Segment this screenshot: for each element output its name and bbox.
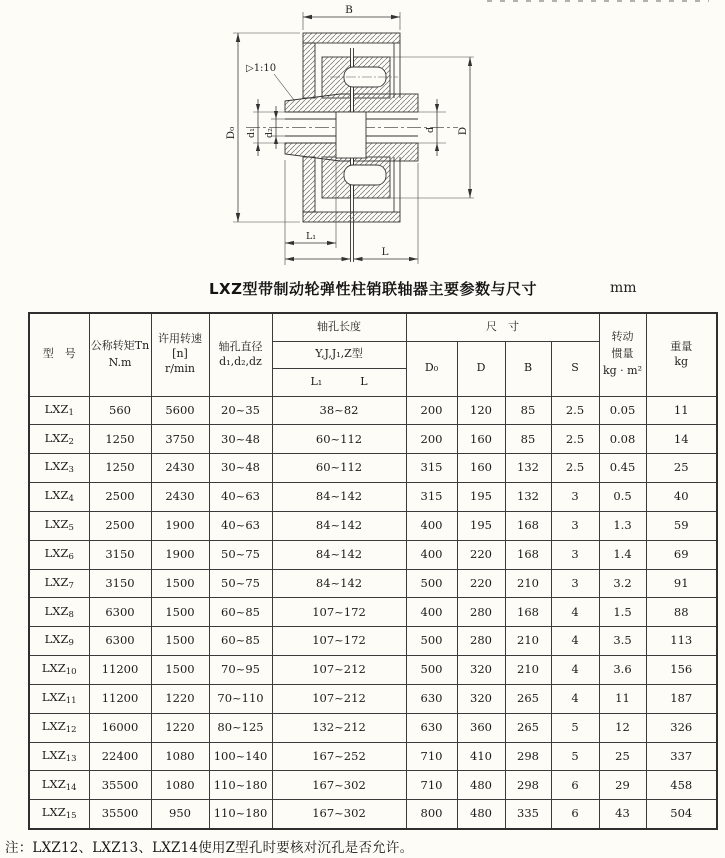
value-cell: 40 [646, 483, 717, 512]
value-cell: 107~172 [272, 598, 406, 627]
value-cell: 60~85 [209, 598, 272, 627]
value-cell: 168 [505, 511, 551, 540]
value-cell: 210 [505, 656, 551, 685]
value-cell: 3 [551, 569, 599, 598]
value-cell: 120 [457, 396, 505, 425]
value-cell: 360 [457, 713, 505, 742]
value-cell: 35500 [89, 771, 151, 800]
value-cell: 59 [646, 511, 717, 540]
table-row [29, 656, 717, 685]
model-cell: $LXZ_{15}$ [29, 800, 89, 829]
table-row [29, 425, 717, 454]
value-cell: 14 [646, 425, 717, 454]
model-cell: $LXZ_{10}$ [29, 656, 89, 685]
value-cell: 80~125 [209, 713, 272, 742]
value-cell: 210 [505, 569, 551, 598]
coupling-section-drawing [0, 0, 725, 274]
value-cell: 85 [505, 425, 551, 454]
value-cell: 11 [646, 396, 717, 425]
value-cell: 11 [599, 684, 646, 713]
model-cell: $LXZ_4$ [29, 483, 89, 512]
value-cell: 210 [505, 627, 551, 656]
value-cell: 60~112 [272, 454, 406, 483]
value-cell: 265 [505, 684, 551, 713]
table-body [29, 396, 717, 829]
value-cell: 710 [406, 771, 457, 800]
value-cell: 1220 [151, 684, 209, 713]
value-cell: 480 [457, 800, 505, 829]
value-cell: 3 [551, 540, 599, 569]
value-cell: 710 [406, 742, 457, 771]
value-cell: 0.05 [599, 396, 646, 425]
value-cell: 3150 [89, 569, 151, 598]
header-torque-line1: 公称转矩Tn [90, 338, 150, 352]
model-cell: $LXZ_{14}$ [29, 771, 89, 800]
table-row [29, 627, 717, 656]
value-cell: 950 [151, 800, 209, 829]
dim-label-d: d [425, 126, 436, 134]
value-cell: 132 [505, 483, 551, 512]
value-cell: 220 [457, 540, 505, 569]
value-cell: 800 [406, 800, 457, 829]
value-cell: 6300 [89, 627, 151, 656]
value-cell: 167~252 [272, 742, 406, 771]
table-row [29, 713, 717, 742]
value-cell: 160 [457, 425, 505, 454]
value-cell: 265 [505, 713, 551, 742]
value-cell: 1.3 [599, 511, 646, 540]
value-cell: 3750 [151, 425, 209, 454]
model-cell: $LXZ_1$ [29, 396, 89, 425]
header-weight-line1: 重量 [670, 339, 693, 353]
header-weight-line2: kg [674, 354, 689, 368]
header-l1-label: L₁ [310, 374, 323, 388]
value-cell: 100~140 [209, 742, 272, 771]
value-cell: 298 [505, 771, 551, 800]
value-cell: 168 [505, 540, 551, 569]
value-cell: 2.5 [551, 396, 599, 425]
header-speed-line2: [n] [172, 347, 188, 361]
value-cell: 335 [505, 800, 551, 829]
value-cell: 69 [646, 540, 717, 569]
table-row [29, 684, 717, 713]
model-cell: $LXZ_{11}$ [29, 684, 89, 713]
model-cell: $LXZ_2$ [29, 425, 89, 454]
value-cell: 1500 [151, 598, 209, 627]
header-speed [151, 313, 209, 396]
footnote: 注：LXZ12、LXZ13、LXZ14使用Z型孔时要核对沉孔是否允许。 [5, 840, 414, 856]
value-cell: 30~48 [209, 425, 272, 454]
value-cell: 70~95 [209, 656, 272, 685]
value-cell: 6 [551, 800, 599, 829]
model-cell: $LXZ_8$ [29, 598, 89, 627]
value-cell: 400 [406, 540, 457, 569]
parameters-table [28, 312, 718, 830]
value-cell: 88 [646, 598, 717, 627]
header-l1-l [272, 368, 406, 396]
value-cell: 50~75 [209, 540, 272, 569]
table-row [29, 742, 717, 771]
value-cell: 30~48 [209, 454, 272, 483]
value-cell: 3 [551, 483, 599, 512]
value-cell: 84~142 [272, 569, 406, 598]
value-cell: 2.5 [551, 425, 599, 454]
value-cell: 12 [599, 713, 646, 742]
value-cell: 220 [457, 569, 505, 598]
taper-leader-line [274, 74, 294, 100]
value-cell: 315 [406, 454, 457, 483]
dim-label-d2: d₂ [264, 128, 275, 138]
value-cell: 85 [505, 396, 551, 425]
value-cell: 113 [646, 627, 717, 656]
header-bore-length: 轴孔长度 [272, 313, 406, 341]
header-torque-line2: N.m [108, 355, 132, 369]
table-row [29, 454, 717, 483]
value-cell: 1900 [151, 511, 209, 540]
value-cell: 20~35 [209, 396, 272, 425]
value-cell: 280 [457, 627, 505, 656]
value-cell: 195 [457, 483, 505, 512]
value-cell: 2.5 [551, 454, 599, 483]
value-cell: 1900 [151, 540, 209, 569]
value-cell: 167~302 [272, 800, 406, 829]
value-cell: 1080 [151, 771, 209, 800]
model-cell: $LXZ_3$ [29, 454, 89, 483]
value-cell: 29 [599, 771, 646, 800]
header-speed-line1: 许用转速 [158, 332, 202, 346]
header-l-label: L [360, 374, 368, 388]
header-dimensions: 尺 寸 [406, 313, 599, 341]
value-cell: 11200 [89, 656, 151, 685]
value-cell: 400 [406, 511, 457, 540]
value-cell: 1250 [89, 454, 151, 483]
model-cell: $LXZ_7$ [29, 569, 89, 598]
model-cell: $LXZ_9$ [29, 627, 89, 656]
value-cell: 25 [599, 742, 646, 771]
value-cell: 4 [551, 684, 599, 713]
value-cell: 4 [551, 627, 599, 656]
value-cell: 0.08 [599, 425, 646, 454]
table-row [29, 771, 717, 800]
value-cell: 70~110 [209, 684, 272, 713]
value-cell: 110~180 [209, 800, 272, 829]
header-inertia-line1: 转动 [611, 330, 634, 344]
value-cell: 60~112 [272, 425, 406, 454]
value-cell: 337 [646, 742, 717, 771]
dim-label-d1: d₁ [246, 128, 257, 138]
page-title: LXZ型带制动轮弹性柱销联轴器主要参数与尺寸 [208, 280, 537, 298]
header-torque [89, 313, 151, 396]
value-cell: 84~142 [272, 483, 406, 512]
value-cell: 280 [457, 598, 505, 627]
value-cell: 2430 [151, 483, 209, 512]
header-inertia-line2: 惯量 [611, 347, 634, 361]
header-inertia-line3: kg · m² [602, 364, 643, 378]
value-cell: 2430 [151, 454, 209, 483]
value-cell: 320 [457, 656, 505, 685]
value-cell: 630 [406, 713, 457, 742]
header-bore-diameter [209, 313, 272, 396]
header-bore-line2: d₁,d₂,dz [219, 354, 262, 368]
value-cell: 1250 [89, 425, 151, 454]
value-cell: 3 [551, 511, 599, 540]
value-cell: 1220 [151, 713, 209, 742]
value-cell: 1500 [151, 627, 209, 656]
value-cell: 3.6 [599, 656, 646, 685]
value-cell: 500 [406, 627, 457, 656]
value-cell: 107~212 [272, 684, 406, 713]
value-cell: 298 [505, 742, 551, 771]
value-cell: 25 [646, 454, 717, 483]
value-cell: 200 [406, 425, 457, 454]
value-cell: 1500 [151, 569, 209, 598]
value-cell: 480 [457, 771, 505, 800]
dim-label-l: L [381, 246, 389, 258]
value-cell: 60~85 [209, 627, 272, 656]
value-cell: 43 [599, 800, 646, 829]
value-cell: 500 [406, 656, 457, 685]
value-cell: 40~63 [209, 483, 272, 512]
table-row [29, 540, 717, 569]
value-cell: 3150 [89, 540, 151, 569]
header-dim-d0: D₀ [406, 341, 457, 396]
value-cell: 168 [505, 598, 551, 627]
model-cell: $LXZ_{12}$ [29, 713, 89, 742]
value-cell: 11200 [89, 684, 151, 713]
value-cell: 167~302 [272, 771, 406, 800]
model-cell: $LXZ_6$ [29, 540, 89, 569]
value-cell: 410 [457, 742, 505, 771]
header-model: 型 号 [29, 313, 89, 396]
value-cell: 2500 [89, 511, 151, 540]
value-cell: 6 [551, 771, 599, 800]
value-cell: 1.4 [599, 540, 646, 569]
value-cell: 156 [646, 656, 717, 685]
value-cell: 0.45 [599, 454, 646, 483]
value-cell: 22400 [89, 742, 151, 771]
table-row [29, 396, 717, 425]
table-row [29, 511, 717, 540]
value-cell: 315 [406, 483, 457, 512]
header-dim-b: B [505, 341, 551, 396]
header-bore-line1: 轴孔直径 [218, 339, 263, 353]
value-cell: 326 [646, 713, 717, 742]
model-cell: $LXZ_5$ [29, 511, 89, 540]
value-cell: 1080 [151, 742, 209, 771]
value-cell: 560 [89, 396, 151, 425]
value-cell: 0.5 [599, 483, 646, 512]
value-cell: 40~63 [209, 511, 272, 540]
table-row [29, 569, 717, 598]
taper-label: ▷1:10 [246, 63, 277, 74]
value-cell: 630 [406, 684, 457, 713]
value-cell: 504 [646, 800, 717, 829]
value-cell: 35500 [89, 800, 151, 829]
value-cell: 1500 [151, 656, 209, 685]
table-header [29, 313, 717, 396]
dim-label-b: B [345, 4, 353, 16]
value-cell: 160 [457, 454, 505, 483]
header-weight [646, 313, 717, 396]
table-row [29, 598, 717, 627]
value-cell: 132~212 [272, 713, 406, 742]
value-cell: 84~142 [272, 511, 406, 540]
value-cell: 50~75 [209, 569, 272, 598]
value-cell: 400 [406, 598, 457, 627]
value-cell: 2500 [89, 483, 151, 512]
table-row [29, 800, 717, 829]
value-cell: 132 [505, 454, 551, 483]
value-cell: 91 [646, 569, 717, 598]
unit-label: mm [610, 280, 637, 296]
header-dim-s: S [551, 341, 599, 396]
value-cell: 6300 [89, 598, 151, 627]
value-cell: 1.5 [599, 598, 646, 627]
value-cell: 195 [457, 511, 505, 540]
dim-label-d0: D₀ [225, 126, 237, 140]
value-cell: 5600 [151, 396, 209, 425]
value-cell: 16000 [89, 713, 151, 742]
value-cell: 320 [457, 684, 505, 713]
value-cell: 458 [646, 771, 717, 800]
header-bore-length-type: Y,J,J₁,Z型 [272, 341, 406, 368]
value-cell: 4 [551, 656, 599, 685]
value-cell: 5 [551, 742, 599, 771]
header-dim-d: D [457, 341, 505, 396]
table-row [29, 483, 717, 512]
value-cell: 3.2 [599, 569, 646, 598]
value-cell: 84~142 [272, 540, 406, 569]
value-cell: 200 [406, 396, 457, 425]
header-inertia [599, 313, 646, 396]
value-cell: 500 [406, 569, 457, 598]
dim-label-l1: L₁ [305, 231, 317, 242]
header-speed-line3: r/min [165, 362, 195, 376]
value-cell: 38~82 [272, 396, 406, 425]
value-cell: 107~172 [272, 627, 406, 656]
value-cell: 5 [551, 713, 599, 742]
model-cell: $LXZ_{13}$ [29, 742, 89, 771]
value-cell: 4 [551, 598, 599, 627]
value-cell: 107~212 [272, 656, 406, 685]
value-cell: 3.5 [599, 627, 646, 656]
value-cell: 187 [646, 684, 717, 713]
value-cell: 110~180 [209, 771, 272, 800]
dim-label-dd: D [457, 126, 469, 136]
